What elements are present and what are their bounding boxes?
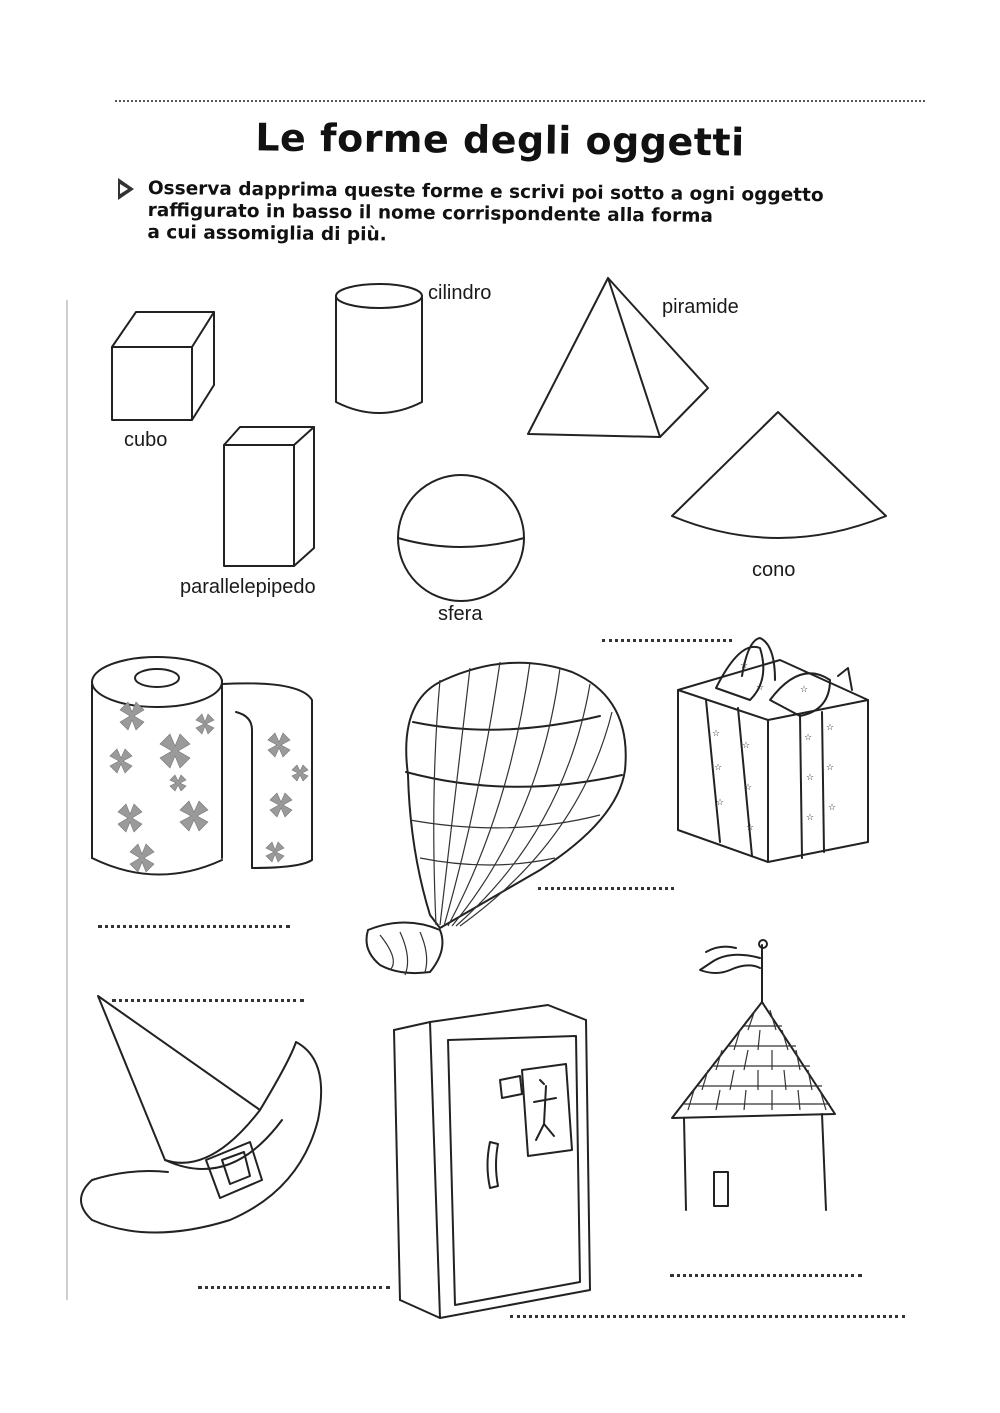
refrigerator-icon: [394, 1005, 590, 1318]
svg-text:☆: ☆: [742, 741, 751, 751]
label-cubo: cubo: [124, 429, 168, 451]
svg-text:☆: ☆: [746, 823, 755, 833]
svg-text:☆: ☆: [800, 685, 809, 695]
sphere-shape: [398, 475, 524, 601]
page-title: Le forme degli oggetti: [255, 115, 745, 165]
answer-line-paper-towel[interactable]: [98, 925, 290, 928]
svg-text:☆: ☆: [828, 803, 837, 813]
svg-text:☆: ☆: [714, 763, 723, 773]
instruction-line: a cui assomiglia di più.: [147, 221, 387, 246]
label-piramide: piramide: [662, 296, 739, 318]
answer-line-refrigerator[interactable]: [198, 1286, 390, 1289]
gift-box-icon: [678, 638, 868, 862]
svg-text:☆: ☆: [826, 723, 835, 733]
parallelepiped-shape: [224, 427, 314, 566]
svg-text:☆: ☆: [744, 783, 753, 793]
answer-line-tower[interactable]: [670, 1274, 862, 1277]
svg-text:☆: ☆: [716, 798, 725, 808]
tower-roof-icon: [672, 940, 835, 1210]
svg-text:☆: ☆: [826, 763, 835, 773]
label-sfera: sfera: [438, 603, 483, 625]
answer-line-gift-box[interactable]: [602, 639, 732, 642]
answer-line-witch-hat[interactable]: [112, 999, 304, 1002]
cube-shape: [112, 312, 214, 420]
svg-text:☆: ☆: [740, 661, 749, 671]
svg-text:☆: ☆: [804, 733, 813, 743]
label-cilindro: cilindro: [428, 282, 492, 304]
svg-text:☆: ☆: [806, 773, 815, 783]
paper-towel-roll-icon: [92, 657, 312, 875]
cylinder-shape: [336, 284, 422, 413]
witch-hat-icon: [81, 996, 321, 1233]
answer-line-balloon[interactable]: [538, 887, 674, 890]
svg-text:☆: ☆: [806, 813, 815, 823]
cone-shape: [672, 412, 886, 538]
instruction-line: raffigurato in basso il nome corrispondente alla forma: [147, 199, 714, 227]
svg-text:☆: ☆: [756, 683, 765, 693]
svg-text:☆: ☆: [712, 729, 721, 739]
bottom-dotted-line: [510, 1315, 905, 1318]
label-cono: cono: [752, 559, 796, 581]
instruction-line: Osserva dapprima queste forme e scrivi poi sotto a ogni oggetto: [147, 178, 824, 207]
hot-air-balloon-icon: [367, 662, 626, 975]
label-parallelepipedo: parallelepipedo: [180, 576, 316, 598]
